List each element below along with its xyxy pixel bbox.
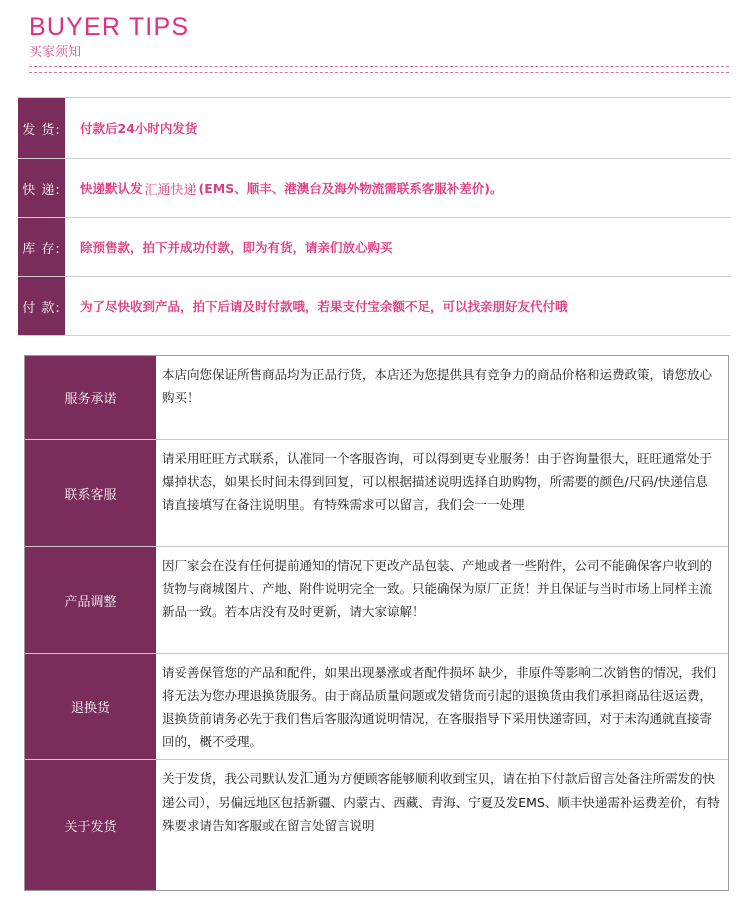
tip-label: 付 款: [18, 277, 65, 335]
tip-label: 发 货: [18, 98, 65, 158]
info-text: 请采用旺旺方式联系，认准同一个客服咨询，可以得到更专业服务！由于咨询量很大，旺旺通常处于爆掉状态，如果长时间未得到回复，可以根据描述说明选择自助购物，所需要的颜色/尺码/快递信息请直接填写在备注说明里。有特殊需求可以留言，我们会一一处理 [162, 451, 713, 512]
page-title: BUYER TIPS [29, 13, 190, 41]
info-row-contact [25, 440, 728, 547]
info-table [24, 355, 729, 891]
tip-label: 库 存: [18, 218, 65, 276]
info-text: 因厂家会在没有任何提前通知的情况下更改产品包装、产地或者一些附件，公司不能确保客户收到的货物与商城图片、产地、附件说明完全一致。只能确保为原厂正货！并且保证与当时市场上同样主流新品一致。若本店没有及时更新，请大家谅解！ [162, 558, 713, 619]
info-label: 退换货 [25, 654, 156, 759]
tip-text: 为了尽快收到产品，拍下后请及时付款哦，若果支付宝余额不足，可以找亲朋好友代付哦 [80, 299, 568, 314]
info-row-product [25, 547, 728, 654]
info-label: 产品调整 [25, 547, 156, 653]
courier-name: 汇通快递 [144, 182, 197, 198]
info-text-part: 关于发货，我公司默认发 [162, 771, 300, 786]
courier-name: 汇通 [299, 771, 328, 787]
tip-text: 除预售款，拍下并成功付款，即为有货，请亲们放心购买 [80, 240, 393, 255]
info-text: 请妥善保管您的产品和配件，如果出现暴涨或者配件损坏 缺少，非原件等影响二次销售的情况，我们将无法为您办理退换货服务。由于商品质量问题或发错货而引起的退换货由我们承担商品往返运费，退换货前请务必先于我们售后客服沟通说明情况，在客服指导下采用快递寄回，对于未沟通就直接寄回的，概不受理。 [162, 665, 716, 749]
info-row-delivery [25, 760, 728, 890]
tip-row-payment [18, 277, 731, 336]
tips-list [18, 97, 731, 336]
tip-label: 快 递: [18, 159, 65, 217]
tip-text-part: 快递默认发 [80, 181, 143, 196]
info-row-service [25, 356, 728, 440]
info-text [156, 760, 728, 890]
page-header [29, 12, 729, 61]
tip-row-stock [18, 218, 731, 277]
divider [29, 72, 729, 73]
info-label: 服务承诺 [25, 356, 156, 439]
tip-row-courier [18, 159, 731, 218]
tip-text: 付款后24小时内发货 [80, 121, 198, 136]
tip-text-part: (EMS、顺丰、港澳台及海外物流需联系客服补差价)。 [198, 181, 503, 196]
tip-row-shipping [18, 98, 731, 159]
page-subtitle: 买家须知 [29, 45, 82, 60]
tip-text [80, 159, 502, 217]
info-row-returns [25, 654, 728, 760]
info-text: 本店向您保证所售商品均为正品行货，本店还为您提供具有竞争力的商品价格和运费政策，请您放心购买！ [162, 367, 713, 405]
info-label: 关于发货 [25, 760, 156, 890]
info-text-part: 为方便顾客能够顺利收到宝贝，请在拍下付款后留言处备注所需发的快递公司），另偏远地区包括新疆、内蒙古、西藏、青海、宁夏及发EMS、顺丰快递需补运费差价，有特殊要求请告知客服或在留言处留言说明 [162, 771, 720, 833]
info-label: 联系客服 [25, 440, 156, 546]
divider [29, 66, 729, 67]
